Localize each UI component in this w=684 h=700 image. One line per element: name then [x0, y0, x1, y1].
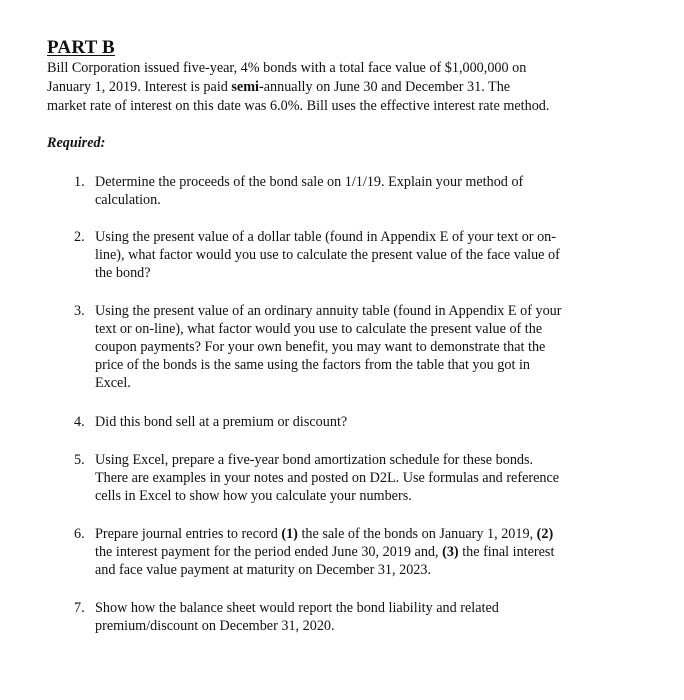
- bold-marker: (3): [442, 544, 459, 560]
- question-number: 1.: [74, 174, 85, 190]
- question-line: line), what factor would you use to calculate the present value of the face value of: [95, 247, 560, 263]
- question-line: the bond?: [95, 265, 151, 281]
- question-number: 6.: [74, 526, 85, 542]
- part-title: PART B: [47, 37, 115, 58]
- text-run: the sale of the bonds on January 1, 2019,: [297, 526, 537, 542]
- intro-line-2-post: annually on June 30 and December 31. The: [263, 79, 511, 95]
- question-line: Using the present value of an ordinary annuity table (found in Appendix E of your: [95, 303, 562, 319]
- question-line: and face value payment at maturity on December 31, 2023.: [95, 562, 432, 578]
- question-number: 4.: [74, 414, 85, 430]
- intro-line-2: [47, 78, 647, 97]
- intro-line-2-pre: January 1, 2019. Interest is paid: [47, 79, 232, 95]
- text-run: Prepare journal entries to record: [95, 526, 282, 542]
- question-line: There are examples in your notes and posted on D2L. Use formulas and reference: [95, 470, 560, 486]
- question-number: 5.: [74, 452, 85, 468]
- bold-marker: (2): [536, 526, 554, 542]
- question-number: 2.: [74, 229, 85, 245]
- question-line: Using the present value of a dollar table (found in Appendix E of your text or on-: [95, 229, 556, 245]
- question-line: text or on-line), what factor would you use to calculate the present value of the: [95, 321, 543, 337]
- intro-line-3: market rate of interest on this date was 6.0%. Bill uses the effective interest rate method.: [47, 98, 550, 114]
- question-line: price of the bonds is the same using the factors from the table that you got in: [95, 357, 530, 373]
- question-line: Show how the balance sheet would report the bond liability and related: [95, 600, 499, 616]
- bold-marker: (1): [281, 526, 298, 542]
- question-line: Using Excel, prepare a five-year bond amortization schedule for these bonds.: [95, 452, 534, 468]
- question-line: [95, 525, 640, 543]
- question-line: Did this bond sell at a premium or discount?: [95, 414, 348, 430]
- text-run: the final interest: [458, 544, 555, 560]
- intro-paragraph: [47, 59, 647, 116]
- text-run: the interest payment for the period ended June 30, 2019 and,: [95, 544, 443, 560]
- question-line: calculation.: [95, 192, 161, 208]
- intro-line-1: Bill Corporation issued five-year, 4% bonds with a total face value of $1,000,000 on: [47, 60, 527, 76]
- question-line: premium/discount on December 31, 2020.: [95, 618, 335, 634]
- question-line: Determine the proceeds of the bond sale on 1/1/19. Explain your method of: [95, 174, 524, 190]
- question-line: cells in Excel to show how you calculate your numbers.: [95, 488, 412, 504]
- required-heading: Required:: [47, 135, 106, 151]
- question-number: 7.: [74, 600, 85, 616]
- question-line: Excel.: [95, 375, 131, 391]
- question-line: [95, 543, 640, 561]
- intro-line-2-bold: semi-: [231, 79, 264, 95]
- question-line: coupon payments? For your own benefit, you may want to demonstrate that the: [95, 339, 546, 355]
- question-number: 3.: [74, 303, 85, 319]
